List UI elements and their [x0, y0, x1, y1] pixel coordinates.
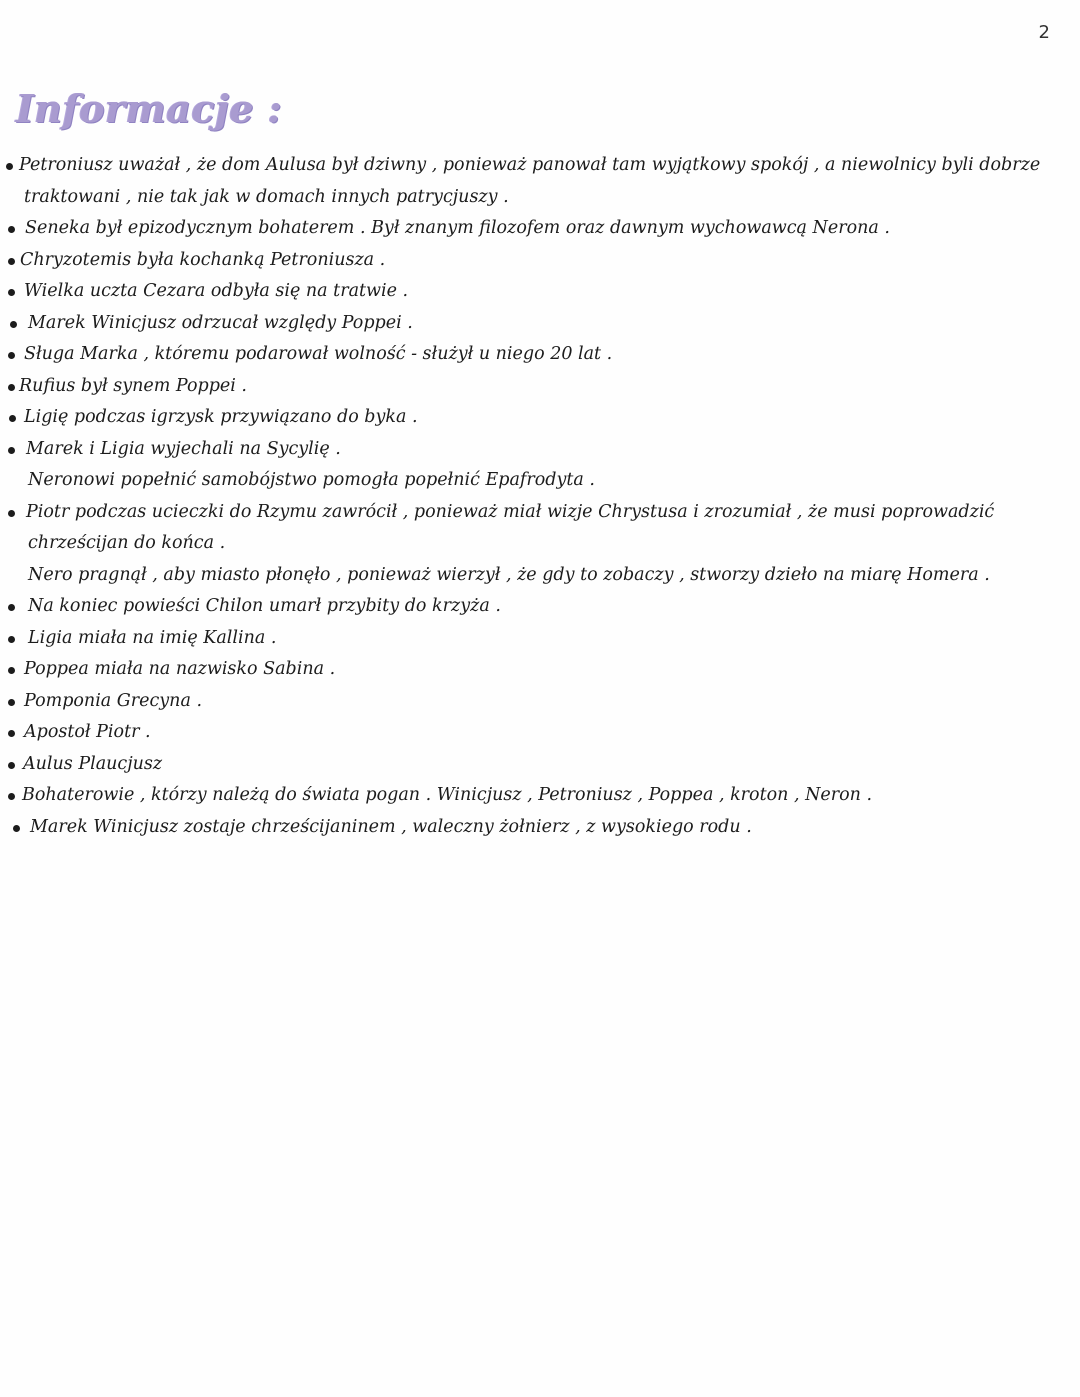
- bullet-dot-icon: [8, 258, 15, 265]
- bullet-dot-icon: [10, 321, 17, 328]
- note-text: Chryzotemis była kochanką Petroniusza .: [20, 249, 386, 270]
- bullet-dot-icon: [9, 415, 16, 422]
- note-text: Marek i Ligia wyjechali na Sycylię .: [26, 438, 341, 459]
- note-item: [0, 749, 1080, 781]
- bullet-dot-icon: [8, 510, 15, 517]
- note-item: [0, 371, 1080, 403]
- bullet-dot-icon: [8, 352, 15, 359]
- bullet-dot-icon: [8, 604, 15, 611]
- note-text: Poppea miała na nazwisko Sabina .: [24, 659, 336, 679]
- note-text: Apostoł Piotr .: [24, 722, 151, 742]
- bullet-dot-icon: [8, 636, 15, 643]
- bullet-dot-icon: [8, 762, 15, 769]
- note-text: Ligię podczas igrzysk przywiązano do byka .: [24, 407, 418, 427]
- note-item: [0, 465, 1080, 497]
- note-item: [0, 780, 1080, 812]
- note-item: [0, 339, 1080, 371]
- note-text: Pomponia Grecyna .: [24, 690, 203, 711]
- bullet-dot-icon: [8, 730, 15, 737]
- note-text: Ligia miała na imię Kallina .: [28, 627, 277, 648]
- bullet-dot-icon: [8, 699, 15, 706]
- note-text: Wielka uczta Cezara odbyła się na tratwie .: [24, 281, 409, 301]
- bullet-dot-icon: [8, 226, 15, 233]
- note-item: [0, 717, 1080, 749]
- note-item: [0, 308, 1080, 340]
- note-text: Marek Winicjusz zostaje chrześcijaninem , waleczny żołnierz , z wysokiego rodu .: [30, 816, 752, 837]
- bullet-dot-icon: [6, 163, 13, 170]
- note-text: Marek Winicjusz odrzucał względy Poppei .: [28, 312, 413, 333]
- note-text: Seneka był epizodycznym bohaterem . Był znanym filozofem oraz dawnym wychowawcą Nerona .: [25, 218, 890, 238]
- bullet-dot-icon: [8, 667, 15, 674]
- note-item: [0, 402, 1080, 434]
- note-item: [0, 812, 1080, 844]
- note-text: Piotr podczas ucieczki do Rzymu zawrócił , ponieważ miał wizje Chrystusa i zrozumiał , że musi poprowadzić: [26, 501, 995, 522]
- bullet-dot-icon: [8, 793, 15, 800]
- note-item: [0, 213, 1080, 245]
- note-text: Rufius był synem Poppei .: [19, 375, 247, 396]
- note-item: [0, 150, 1080, 213]
- note-text: Neronowi popełnić samobójstwo pomogła popełnić Epafrodyta .: [28, 470, 595, 490]
- bullet-dot-icon: [13, 825, 20, 832]
- note-text: Bohaterowie , którzy należą do świata pogan . Winicjusz , Petroniusz , Poppea , kroton , Neron .: [22, 785, 873, 805]
- note-text-continuation: chrześcijan do końca .: [28, 533, 226, 553]
- note-item: [0, 276, 1080, 308]
- note-item: [0, 623, 1080, 655]
- note-text-continuation: traktowani , nie tak jak w domach innych patrycjuszy .: [24, 186, 509, 207]
- note-text: Petroniusz uważał , że dom Aulusa był dziwny , ponieważ panował tam wyjątkowy spokój , a niewolnicy byli dobrze: [19, 155, 1041, 175]
- note-item: [0, 654, 1080, 686]
- note-text: Sługa Marka , któremu podarował wolność - służył u niego 20 lat .: [24, 344, 613, 364]
- page-title: Informacje :: [16, 86, 283, 131]
- note-text: Na koniec powieści Chilon umarł przybity do krzyża .: [28, 596, 501, 616]
- note-text: Aulus Plaucjusz: [23, 753, 163, 774]
- note-item: [0, 560, 1080, 592]
- note-text: Nero pragnął , aby miasto płonęło , ponieważ wierzył , że gdy to zobaczy , stworzy dzieło na miarę Homera .: [28, 564, 990, 585]
- bullet-dot-icon: [8, 384, 15, 391]
- page-number: 2: [1038, 22, 1050, 43]
- note-item: [0, 245, 1080, 277]
- notes-list: [0, 150, 1080, 843]
- bullet-dot-icon: [8, 447, 15, 454]
- note-item: [0, 497, 1080, 560]
- note-item: [0, 591, 1080, 623]
- bullet-dot-icon: [8, 289, 15, 296]
- note-item: [0, 686, 1080, 718]
- note-item: [0, 434, 1080, 466]
